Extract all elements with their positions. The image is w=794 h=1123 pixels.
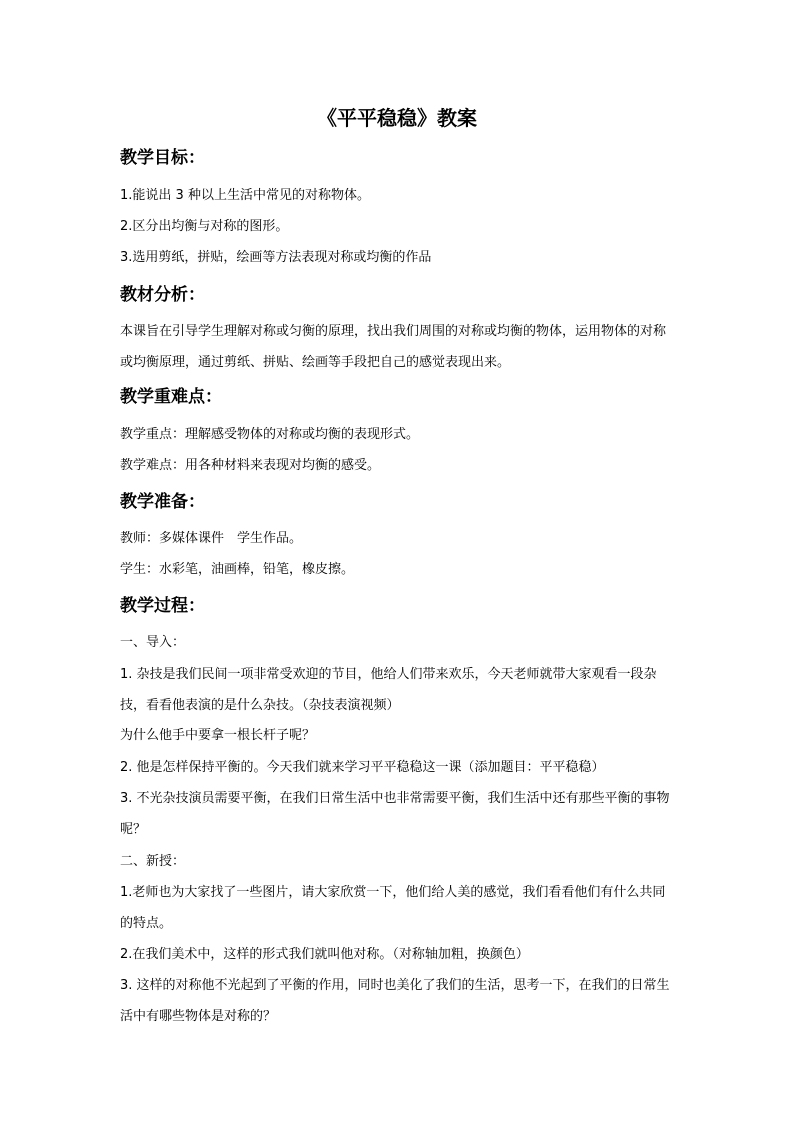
process-new-paragraph-3: 3. 这样的对称他不光起到了平衡的作用，同时也美化了我们的生活，思考一下，在我们的日常生活中有哪些物体是对称的？: [120, 978, 670, 1024]
process-new-paragraph-2: 2.在我们美术中，这样的形式我们就叫他对称。（对称轴加粗，换颜色）: [120, 947, 529, 962]
key-point-item-2: 教学难点：用各种材料来表现对均衡的感受。: [120, 458, 381, 473]
heading-objectives: 教学目标：: [120, 148, 205, 168]
process-intro-paragraph-1: 1. 杂技是我们民间一项非常受欢迎的节目，他给人们带来欢乐，今天老师就带大家观看一段杂技，看看他表演的是什么杂技。（杂技表演视频）: [120, 667, 657, 713]
heading-preparation: 教学准备：: [120, 492, 205, 512]
process-new-paragraph-1: 1.老师也为大家找了一些图片，请大家欣赏一下，他们给人美的感觉，我们看看他们有什么共同的特点。: [120, 885, 666, 931]
heading-process: 教学过程：: [120, 596, 205, 616]
process-intro-paragraph-2: 2. 他是怎样保持平衡的。今天我们就来学习平平稳稳这一课（添加题目：平平稳稳）: [120, 760, 605, 775]
process-intro-question: 为什么他手中要拿一根长杆子呢？: [120, 728, 316, 743]
heading-key-points: 教学重难点：: [120, 387, 222, 407]
preparation-item-2: 学生：水彩笔，油画棒，铅笔，橡皮擦。: [120, 562, 355, 577]
objective-item-2: 2.区分出均衡与对称的图形。: [120, 219, 289, 234]
analysis-paragraph: 本课旨在引导学生理解对称或匀衡的原理，找出我们周围的对称或均衡的物体，运用物体的对称或均衡原理，通过剪纸、拼贴、绘画等手段把自己的感觉表现出来。: [120, 324, 667, 370]
objective-item-1: 1.能说出 3 种以上生活中常见的对称物体。: [120, 188, 370, 203]
objective-item-3: 3.选用剪纸，拼贴，绘画等方法表现对称或均衡的作品: [120, 250, 432, 265]
document-title: 《平平稳稳》教案: [317, 106, 477, 130]
process-intro-paragraph-3: 3. 不光杂技演员需要平衡，在我们日常生活中也非常需要平衡，我们生活中还有那些平衡的事物呢？: [120, 791, 670, 837]
process-part1-label: 一、导入：: [120, 635, 186, 650]
heading-analysis: 教材分析：: [120, 285, 205, 305]
key-point-item-1: 教学重点：理解感受物体的对称或均衡的表现形式。: [120, 427, 420, 442]
process-part2-label: 二、新授：: [120, 854, 186, 869]
preparation-item-1: 教师：多媒体课件 学生作品。: [120, 531, 303, 546]
